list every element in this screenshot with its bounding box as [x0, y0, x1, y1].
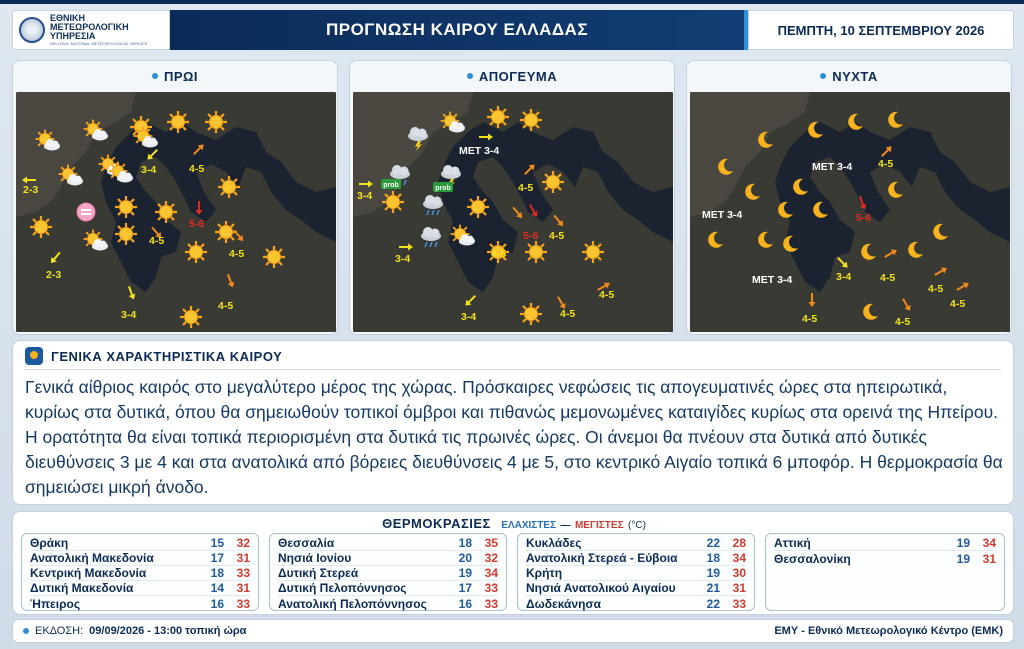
page-title: ΠΡΟΓΝΩΣΗ ΚΑΙΡΟΥ ΕΛΛΑΔΑΣ	[325, 20, 589, 39]
svg-text:5-6: 5-6	[523, 230, 539, 242]
header	[12, 10, 1014, 50]
svg-text:4-5: 4-5	[599, 289, 615, 301]
table-row: Δυτική Στερεά 19 34	[278, 566, 498, 580]
footer	[12, 619, 1014, 643]
max-label: ΜΕΓΙΣΤΕΣ	[575, 520, 624, 531]
svg-text:4-5: 4-5	[189, 163, 205, 175]
svg-text:5-6: 5-6	[189, 218, 205, 230]
logo-line3: ΥΠΗΡΕΣΙΑ	[50, 31, 96, 41]
svg-text:4-5: 4-5	[560, 308, 576, 320]
bullet-icon	[820, 73, 826, 79]
svg-text:ΜΕΤ 3-4: ΜΕΤ 3-4	[459, 145, 500, 157]
table-row: Αττική 19 34	[774, 536, 996, 550]
weather-summary-icon	[25, 347, 43, 365]
bullet-icon	[467, 73, 473, 79]
svg-text:4-5: 4-5	[229, 248, 245, 260]
panel-night	[686, 60, 1012, 335]
logo-emblem-icon	[19, 17, 45, 43]
agency-name: ΕΜΥ - Εθνικό Μετεωρολογικό Κέντρο (ΕΜΚ)	[774, 625, 1003, 637]
table-row: Ήπειρος 16 33	[30, 596, 250, 611]
night-map-svg	[690, 92, 1010, 332]
svg-text:4-5: 4-5	[928, 283, 944, 295]
table-row: Θεσσαλία 18 35	[278, 536, 498, 550]
svg-text:4-5: 4-5	[491, 248, 507, 260]
prob-badge-label: prob	[383, 182, 399, 189]
panel-title-night: ΝΥΧΤΑ	[832, 68, 878, 84]
forecast-date: ΠΕΜΠΤΗ, 10 ΣΕΠΤΕΜΒΡΙΟΥ 2026	[777, 22, 985, 38]
svg-text:4-5: 4-5	[878, 158, 894, 170]
table-row: Ανατολική Στερεά - Εύβοια 18 34	[526, 551, 746, 565]
description-title: ΓΕΝΙΚΑ ΧΑΡΑΚΤΗΡΙΣΤΙΚΑ ΚΑΙΡΟΥ	[51, 348, 283, 364]
svg-text:4-5: 4-5	[218, 300, 234, 312]
map-morning	[16, 92, 336, 332]
svg-text:ΜΕΤ 3-4: ΜΕΤ 3-4	[702, 209, 743, 221]
temperature-column-2	[269, 533, 507, 611]
title-bar	[170, 10, 748, 50]
svg-text:5-6: 5-6	[856, 212, 872, 224]
issue-label: ΕΚΔΟΣΗ:	[35, 625, 84, 637]
temperatures-panel	[12, 511, 1014, 615]
min-label: ΕΛΑΧΙΣΤΕΣ	[501, 520, 557, 531]
logo	[12, 10, 170, 50]
table-row: Ανατολική Πελοπόννησος 16 33	[278, 596, 498, 611]
svg-text:ΜΕΤ 3-4: ΜΕΤ 3-4	[812, 161, 853, 173]
svg-text:3-4: 3-4	[141, 164, 157, 176]
svg-text:3-4: 3-4	[395, 253, 411, 265]
panel-morning	[12, 60, 338, 335]
svg-text:4-5: 4-5	[549, 230, 565, 242]
divider	[25, 369, 1001, 370]
prob-badge-label: prob	[435, 185, 451, 192]
svg-text:4-5: 4-5	[802, 313, 818, 325]
table-row: Κεντρική Μακεδονία 18 33	[30, 566, 250, 580]
logo-subtitle: HELLENIC NATIONAL METEOROLOGICAL SERVICE	[50, 41, 148, 46]
svg-text:3-4: 3-4	[836, 271, 852, 283]
temperature-column-1	[21, 533, 259, 611]
temperatures-title: ΘΕΡΜΟΚΡΑΣΙΕΣ	[382, 516, 491, 531]
unit-label: (°C)	[628, 520, 646, 531]
temperature-column-3	[517, 533, 755, 611]
svg-text:4-5: 4-5	[950, 298, 966, 310]
issue-value: 09/09/2026 - 13:00 τοπική ώρα	[89, 625, 247, 637]
table-row: Δωδεκάνησα 22 33	[526, 596, 746, 611]
bullet-icon	[152, 73, 158, 79]
afternoon-map-svg	[353, 92, 673, 332]
panel-title-afternoon: ΑΠΟΓΕΥΜΑ	[478, 68, 558, 84]
svg-text:2-3: 2-3	[23, 184, 39, 196]
bullet-icon	[23, 628, 29, 634]
svg-text:4-5: 4-5	[518, 182, 534, 194]
svg-text:4-5: 4-5	[880, 272, 896, 284]
label-separator: —	[560, 520, 571, 531]
date-box	[748, 10, 1014, 50]
logo-line2: ΜΕΤΕΩΡΟΛΟΓΙΚΗ	[50, 22, 129, 32]
table-row: Θράκη 15 32	[30, 536, 250, 550]
morning-map-svg	[16, 92, 336, 332]
table-row: Δυτική Μακεδονία 14 31	[30, 581, 250, 595]
svg-text:4-5: 4-5	[149, 235, 165, 247]
table-row: Ανατολική Μακεδονία 17 31	[30, 551, 250, 565]
svg-text:3-4: 3-4	[461, 311, 477, 323]
table-row: Κυκλάδες 22 28	[526, 536, 746, 550]
temperature-column-4	[765, 533, 1005, 611]
table-row: Θεσσαλονίκη 19 31	[774, 551, 996, 566]
table-row: Νησιά Ιονίου 20 32	[278, 551, 498, 565]
general-description-panel	[12, 340, 1014, 505]
map-afternoon	[353, 92, 673, 332]
svg-text:3-4: 3-4	[121, 309, 137, 321]
table-row: Νησιά Ανατολικού Αιγαίου 21 31	[526, 581, 746, 595]
svg-text:3-4: 3-4	[357, 190, 373, 202]
panel-afternoon	[349, 60, 675, 335]
table-row: Κρήτη 19 30	[526, 566, 746, 580]
map-night	[690, 92, 1010, 332]
svg-text:4-5: 4-5	[895, 316, 911, 328]
description-text: Γενικά αίθριος καιρός στο μεγαλύτερο μέρος της χώρας. Πρόσκαιρες νεφώσεις τις απογευματινές ώρες στα ηπειρωτικά, κυρίως στα δυτικά, όπου θα σημειωθούν τοπικοί όμβροι και πιθανώς μεμονωμένες καταιγίδες κυρίως στα ορεινά της Ηπείρου. Η ορατότητα θα είναι τοπικά περιορισμένη στα δυτικά τις πρωινές ώρες. Οι άνεμοι θα πνέουν στα δυτικά από δυτικές διευθύνσεις 3 με 4 και στα ανατολικά από βόρειες διευθύνσεις 4 με 5, στο κεντρικό Αιγαίο τοπικά 6 μποφόρ. Η θερμοκρασία θα σημειώσει μικρή άνοδο.	[25, 377, 1003, 497]
panel-title-morning: ΠΡΩΙ	[163, 68, 199, 84]
table-row: Δυτική Πελοπόννησος 17 33	[278, 581, 498, 595]
logo-line1: ΕΘΝΙΚΗ	[50, 13, 86, 23]
svg-text:ΜΕΤ 3-4: ΜΕΤ 3-4	[752, 274, 793, 286]
top-accent-bar	[0, 0, 1024, 4]
svg-text:2-3: 2-3	[46, 269, 62, 281]
